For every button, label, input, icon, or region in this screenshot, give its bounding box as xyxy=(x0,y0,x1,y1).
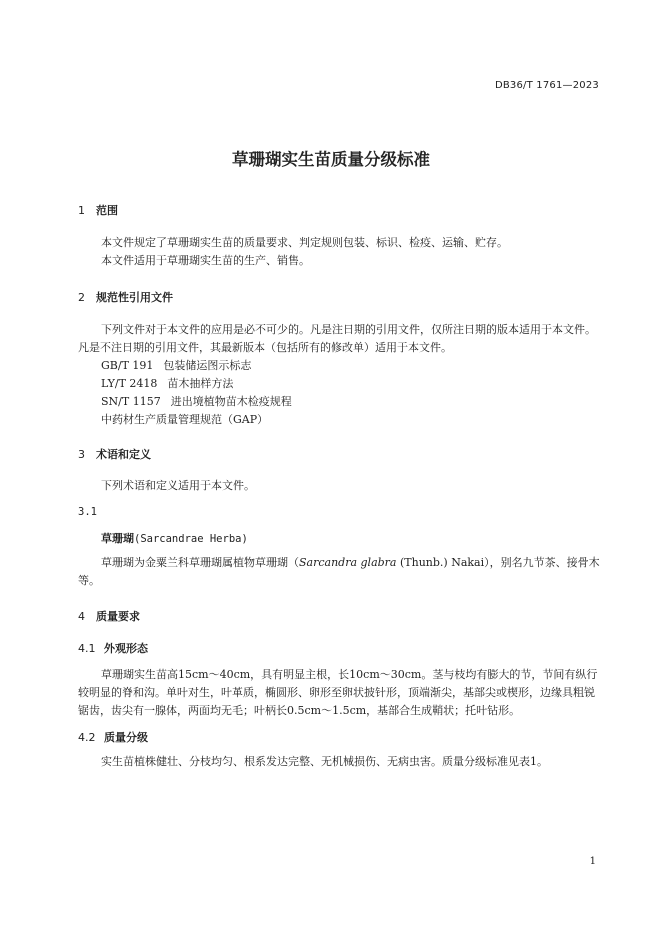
subsection-number: 4.1 xyxy=(78,642,96,655)
document-code: DB36/T 1761—2023 xyxy=(494,80,599,91)
definition-text: (Thunb.) Nakai），别名九节茶、接骨木等。 xyxy=(78,556,600,587)
reference-name: 包装储运图示标志 xyxy=(163,359,252,372)
reference-name: 进出境植物苗木检疫规程 xyxy=(170,395,292,408)
reference-item xyxy=(101,411,278,429)
reference-code: SN/T 1157 xyxy=(101,395,161,408)
paragraph: 实生苗植株健壮、分枝均匀、根系发达完整、无机械损伤、无病虫害。质量分级标准见表1。 xyxy=(101,755,548,768)
section-number: 1 xyxy=(78,204,85,217)
definition-paragraph xyxy=(78,554,600,590)
reference-item xyxy=(101,393,302,411)
paragraph: 下列术语和定义适用于本文件。 xyxy=(101,479,255,492)
term-chinese: 草珊瑚 xyxy=(101,532,134,545)
reference-code: LY/T 2418 xyxy=(101,377,158,390)
reference-item xyxy=(101,375,243,393)
section-title: 范围 xyxy=(96,204,118,217)
term-english: (Sarcandrae Herba) xyxy=(134,533,248,545)
reference-name: 中药材生产质量管理规范（GAP） xyxy=(101,413,269,426)
section-number: 2 xyxy=(78,291,85,304)
paragraph: 本文件规定了草珊瑚实生苗的质量要求、判定规则包装、标识、检疫、运输、贮存。 xyxy=(101,236,508,249)
subsection-4-2-heading xyxy=(78,729,148,745)
section-number: 4 xyxy=(78,610,85,623)
paragraph: 本文件适用于草珊瑚实生苗的生产、销售。 xyxy=(101,254,310,267)
section-4-heading xyxy=(78,608,140,624)
subsection-number: 3.1 xyxy=(78,506,97,518)
page-number: 1 xyxy=(589,856,596,867)
section-title: 规范性引用文件 xyxy=(96,291,173,304)
reference-code: GB/T 191 xyxy=(101,359,154,372)
term-heading xyxy=(101,530,248,546)
definition-text: 草珊瑚为金粟兰科草珊瑚属植物草珊瑚（ xyxy=(101,556,299,569)
reference-name: 苗木抽样方法 xyxy=(167,377,234,390)
paragraph: 草珊瑚实生苗高15cm～40cm，具有明显主根，长10cm～30cm。茎与枝均有膨大的节，节间有纵行较明显的脊和沟。单叶对生，叶革质，椭圆形、卵形至卵状披针形，顶端渐尖，基部尖或楔形，边缘具粗锐锯齿，齿尖有一腺体，两面均无毛；叶柄长0.5cm～1.5cm，基部合生成鞘状；托叶钻形。 xyxy=(78,668,598,717)
section-number: 3 xyxy=(78,448,85,461)
section-title: 质量要求 xyxy=(96,610,140,623)
subsection-number: 4.2 xyxy=(78,731,96,744)
section-3-heading xyxy=(78,446,151,462)
section-title: 术语和定义 xyxy=(96,448,151,461)
section-2-heading xyxy=(78,289,173,305)
subsection-4-1-heading xyxy=(78,640,148,656)
paragraph: 下列文件对于本文件的应用是必不可少的。凡是注日期的引用文件，仅所注日期的版本适用于本文件。凡是不注日期的引用文件，其最新版本（包括所有的修改单）适用于本文件。 xyxy=(78,323,596,354)
reference-item xyxy=(101,357,261,375)
section-1-heading xyxy=(78,202,118,218)
subsection-title: 质量分级 xyxy=(104,731,148,744)
subsection-title: 外观形态 xyxy=(104,642,148,655)
document-title: 草珊瑚实生苗质量分级标准 xyxy=(232,150,430,169)
latin-name: Sarcandra glabra xyxy=(299,556,397,569)
